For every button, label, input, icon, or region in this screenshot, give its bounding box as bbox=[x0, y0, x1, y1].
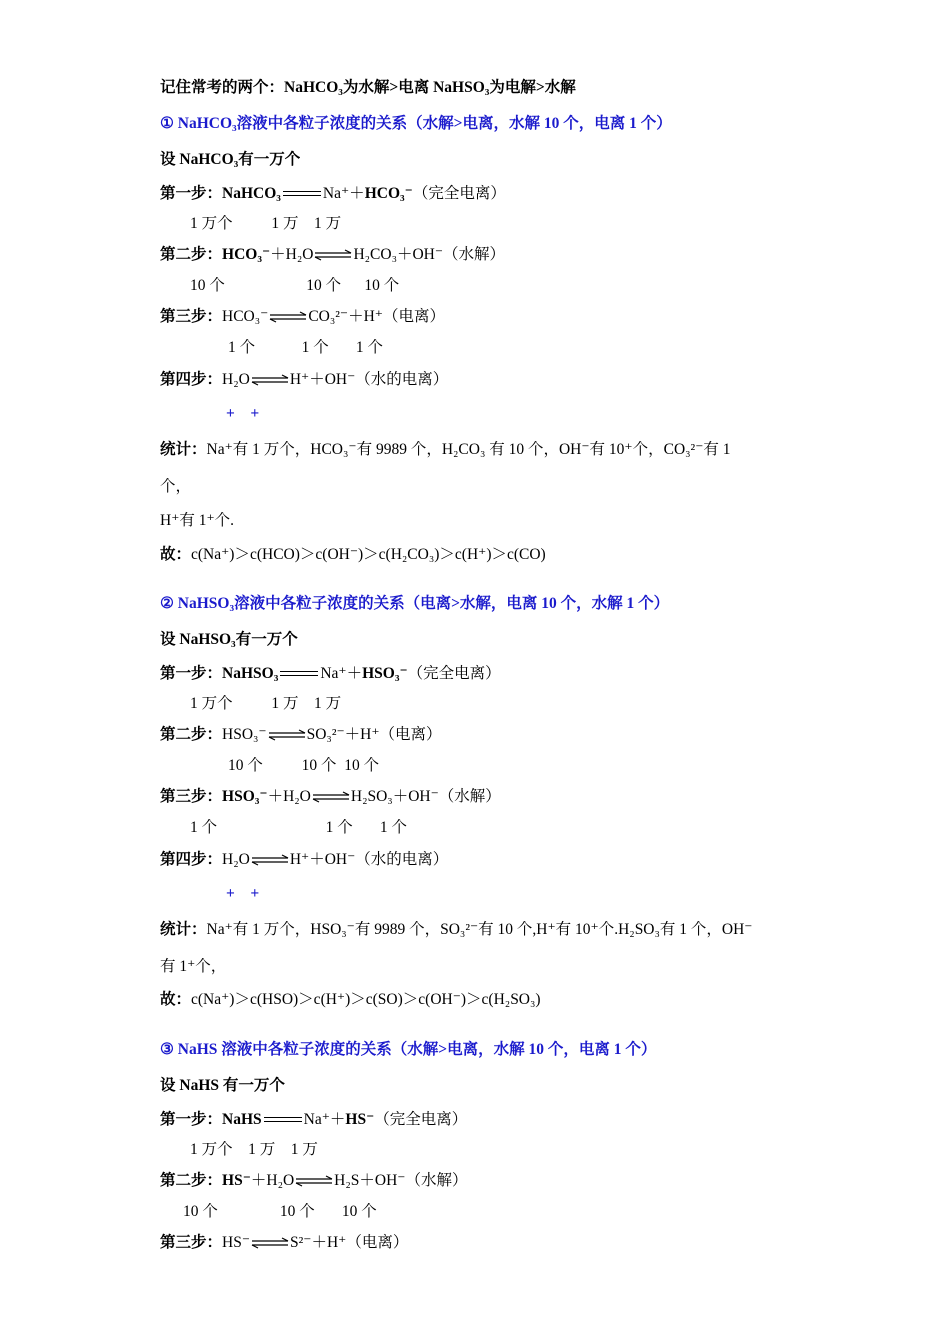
section3-assume: 设 NaHS 有一万个 bbox=[160, 1077, 285, 1094]
reversible-arrow-icon bbox=[250, 1237, 290, 1249]
stat-text: Na⁺有 1 万个，HSO₃⁻有 9989 个，SO₃²⁻有 10 个,H⁺有 10⁺个.H₂SO₃有 1 个，OH⁻ bbox=[206, 921, 753, 938]
formula: H₂CO₃＋OH⁻（水解） bbox=[353, 246, 506, 263]
section2-step4 bbox=[160, 850, 448, 870]
intro-line: 记住常考的两个：NaHCO₃为水解>电离 NaHSO₃为电解>水解 bbox=[160, 79, 576, 96]
section3-step1-counts: 1 万个 1 万 1 万 bbox=[190, 1141, 318, 1158]
formula: H₂SO₃＋OH⁻（水解） bbox=[350, 788, 501, 805]
step-label: 第一步： bbox=[160, 665, 223, 682]
conclusion-text: c(Na⁺)＞c(HCO)＞c(OH⁻)＞c(H₂CO₃)＞c(H⁺)＞c(CO) bbox=[191, 546, 546, 563]
section1-step2 bbox=[160, 245, 505, 265]
section3-step1 bbox=[160, 1110, 467, 1130]
conclusion-label: 故： bbox=[160, 546, 192, 563]
equals-sign bbox=[281, 188, 323, 200]
section1-step1 bbox=[160, 184, 506, 204]
section1-plus: + + bbox=[226, 405, 260, 422]
equals-sign bbox=[262, 1114, 304, 1126]
stat-text: Na⁺有 1 万个，HCO₃⁻有 9989 个，H₂CO₃ 有 10 个，OH⁻有 10⁺个，CO₃²⁻有 1 bbox=[206, 441, 731, 458]
step-label: 第四步： bbox=[160, 851, 223, 868]
section1-step2-counts: 10 个 10 个 10 个 bbox=[190, 277, 400, 294]
formula: S²⁻＋H⁺（电离） bbox=[290, 1234, 409, 1251]
step-label: 第三步： bbox=[160, 788, 223, 805]
section1-assume: 设 NaHCO₃有一万个 bbox=[160, 151, 301, 168]
reversible-arrow-icon bbox=[294, 1175, 334, 1187]
note: （完全电离） bbox=[374, 1111, 468, 1128]
formula: ＋H₂O bbox=[250, 1172, 295, 1189]
formula: SO₃²⁻＋H⁺（电离） bbox=[306, 726, 442, 743]
section2-step2 bbox=[160, 725, 442, 745]
section1-step3 bbox=[160, 307, 445, 327]
step-label: 第三步： bbox=[160, 1234, 223, 1251]
section2-assume: 设 NaHSO₃有一万个 bbox=[160, 631, 298, 648]
formula: HCO₃⁻ bbox=[222, 246, 271, 263]
formula: ＋H₂O bbox=[270, 246, 314, 263]
section2-title: ② NaHSO₃溶液中各粒子浓度的关系（电离>水解，电离 10 个，水解 1 个） bbox=[160, 595, 670, 612]
formula: NaHCO₃ bbox=[222, 185, 281, 202]
step-label: 第二步： bbox=[160, 1172, 223, 1189]
formula: HSO₃⁻ bbox=[362, 665, 408, 682]
step-label: 第三步： bbox=[160, 308, 223, 325]
formula: Na⁺＋ bbox=[322, 185, 365, 202]
section1-title: ① NaHCO₃溶液中各粒子浓度的关系（水解>电离，水解 10 个，电离 1 个） bbox=[160, 115, 672, 132]
reversible-arrow-icon bbox=[313, 249, 353, 261]
reversible-arrow-icon bbox=[268, 311, 308, 323]
step-label: 第二步： bbox=[160, 726, 223, 743]
section2-step2-counts: 10 个 10 个 10 个 bbox=[228, 757, 380, 774]
section2-step3 bbox=[160, 787, 501, 807]
formula: HS⁻ bbox=[222, 1172, 251, 1189]
step-label: 第一步： bbox=[160, 1111, 223, 1128]
section2-stat bbox=[160, 920, 752, 940]
stat-label: 统计： bbox=[160, 441, 207, 458]
section3-step3 bbox=[160, 1233, 408, 1253]
note: （完全电离） bbox=[407, 665, 501, 682]
section2-step1 bbox=[160, 664, 501, 684]
stat-label: 统计： bbox=[160, 921, 207, 938]
formula: HSO₃⁻ bbox=[222, 726, 267, 743]
section1-step1-counts: 1 万个 1 万 1 万 bbox=[190, 215, 342, 232]
reversible-arrow-icon bbox=[250, 374, 290, 386]
formula: H₂S＋OH⁻（水解） bbox=[334, 1172, 468, 1189]
section1-stat-cont: 个， bbox=[160, 478, 192, 495]
equals-sign bbox=[278, 668, 320, 680]
reversible-arrow-icon bbox=[250, 854, 290, 866]
section3-step2-counts: 10 个 10 个 10 个 bbox=[183, 1203, 377, 1220]
formula: HSO₃⁻ bbox=[222, 788, 268, 805]
formula: Na⁺＋ bbox=[303, 1111, 346, 1128]
section3-title: ③ NaHS 溶液中各粒子浓度的关系（水解>电离，水解 10 个，电离 1 个） bbox=[160, 1041, 657, 1058]
conclusion-label: 故： bbox=[160, 991, 192, 1008]
section1-stat-cont2: H⁺有 1⁺个. bbox=[160, 512, 235, 529]
formula: H₂O bbox=[222, 851, 250, 868]
step-label: 第四步： bbox=[160, 371, 223, 388]
reversible-arrow-icon bbox=[267, 729, 307, 741]
formula: HCO₃⁻ bbox=[364, 185, 413, 202]
reversible-arrow-icon bbox=[311, 791, 351, 803]
formula: HS⁻ bbox=[222, 1234, 251, 1251]
formula: H⁺＋OH⁻（水的电离） bbox=[289, 851, 449, 868]
section2-stat-cont: 有 1⁺个， bbox=[160, 958, 227, 975]
conclusion-text: c(Na⁺)＞c(HSO)＞c(H⁺)＞c(SO)＞c(OH⁻)＞c(H₂SO₃) bbox=[191, 991, 541, 1008]
formula: HS⁻ bbox=[345, 1111, 375, 1128]
section2-plus: + + bbox=[226, 885, 260, 902]
formula: HCO₃⁻ bbox=[222, 308, 269, 325]
step-label: 第一步： bbox=[160, 185, 223, 202]
section1-conclusion bbox=[160, 545, 546, 565]
section1-stat bbox=[160, 440, 731, 460]
step-label: 第二步： bbox=[160, 246, 223, 263]
formula: CO₃²⁻＋H⁺（电离） bbox=[308, 308, 445, 325]
formula: H⁺＋OH⁻（水的电离） bbox=[289, 371, 449, 388]
section1-step4 bbox=[160, 370, 448, 390]
section3-step2 bbox=[160, 1171, 467, 1191]
formula: NaHSO₃ bbox=[222, 665, 279, 682]
section2-conclusion bbox=[160, 990, 541, 1010]
formula: NaHS bbox=[222, 1111, 262, 1128]
section1-step3-counts: 1 个 1 个 1 个 bbox=[228, 339, 384, 356]
section2-step3-counts: 1 个 1 个 1 个 bbox=[190, 819, 408, 836]
section2-step1-counts: 1 万个 1 万 1 万 bbox=[190, 695, 342, 712]
formula: Na⁺＋ bbox=[320, 665, 363, 682]
note: （完全电离） bbox=[412, 185, 506, 202]
formula: H₂O bbox=[222, 371, 250, 388]
formula: ＋H₂O bbox=[267, 788, 311, 805]
